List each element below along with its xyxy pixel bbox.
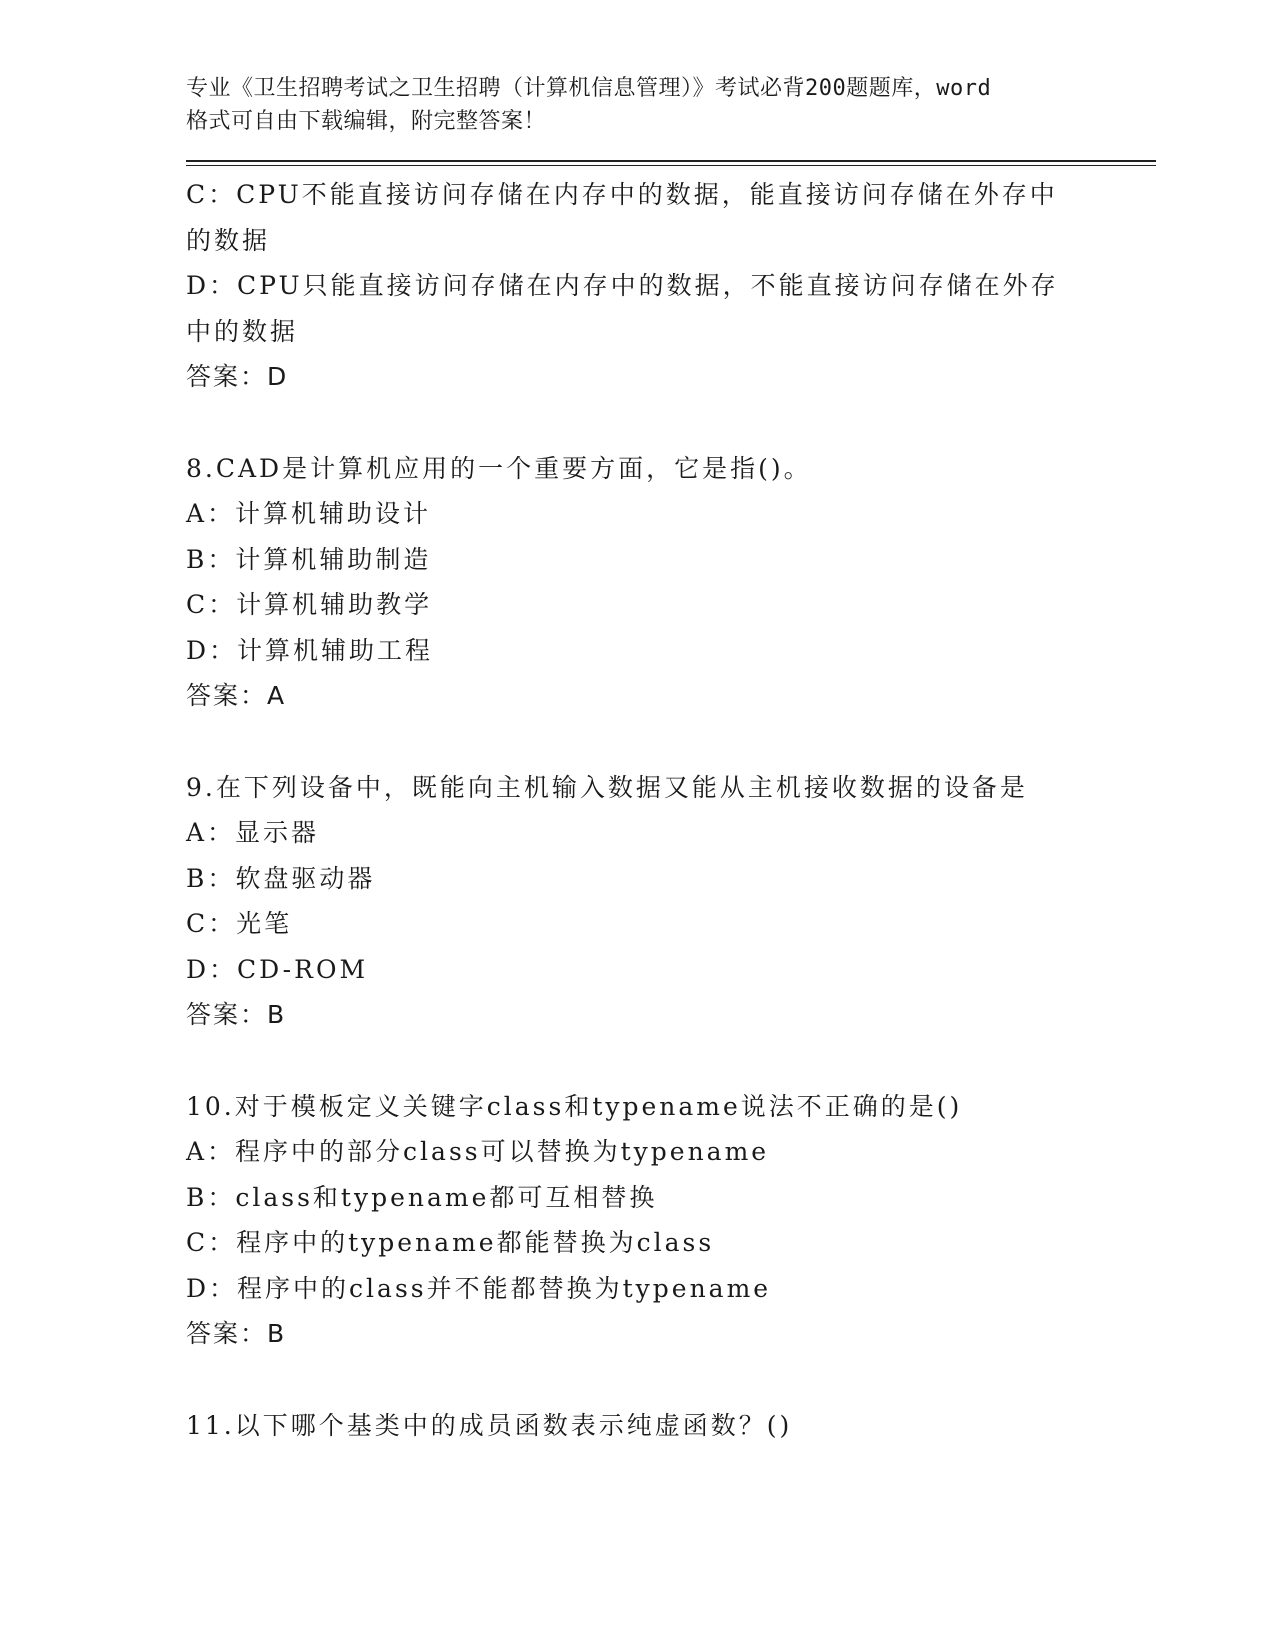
option-c: C：程序中的typename都能替换为class (186, 1228, 715, 1257)
question-9 (186, 765, 1066, 1038)
question-8 (186, 446, 1066, 719)
question-text: 10.对于模板定义关键字class和typename说法不正确的是() (186, 1091, 963, 1121)
option-d: D：计算机辅助工程 (186, 635, 434, 665)
answer: 答案：B (186, 1000, 287, 1029)
document-header (186, 72, 1086, 138)
option-c: C：CPU不能直接访问存储在内存中的数据，能直接访问存储在外存中的数据 (186, 180, 1058, 255)
question-11 (186, 1403, 1066, 1449)
option-d: D：CPU只能直接访问存储在内存中的数据，不能直接访问存储在外存中的数据 (186, 271, 1059, 346)
option-d: D：程序中的class并不能都替换为typename (186, 1273, 772, 1303)
question-text: 8.CAD是计算机应用的一个重要方面，它是指()。 (186, 453, 812, 483)
answer: 答案：B (186, 1319, 287, 1348)
option-c: C：光笔 (186, 909, 293, 938)
header-line-1: 专业《卫生招聘考试之卫生招聘（计算机信息管理）》考试必背200题题库，word (186, 76, 992, 101)
question-10 (186, 1084, 1066, 1357)
question-7-tail (186, 172, 1066, 400)
answer: 答案：D (186, 362, 289, 391)
question-list (186, 172, 1066, 1448)
header-line-2: 格式可自由下载编辑，附完整答案！ (186, 109, 547, 134)
option-a: A：程序中的部分class可以替换为typename (186, 1137, 770, 1166)
question-text: 9.在下列设备中，既能向主机输入数据又能从主机接收数据的设备是 (186, 772, 1028, 802)
document-page (186, 72, 1156, 1448)
question-text: 11.以下哪个基类中的成员函数表示纯虚函数？() (186, 1410, 793, 1440)
option-a: A：显示器 (186, 818, 320, 847)
option-a: A：计算机辅助设计 (186, 499, 432, 528)
option-b: B：软盘驱动器 (186, 863, 376, 893)
option-b: B：计算机辅助制造 (186, 544, 432, 574)
answer: 答案：A (186, 681, 287, 710)
option-c: C：计算机辅助教学 (186, 590, 433, 619)
option-d: D：CD-ROM (186, 954, 369, 984)
header-divider (186, 160, 1156, 166)
option-b: B：class和typename都可互相替换 (186, 1182, 658, 1212)
